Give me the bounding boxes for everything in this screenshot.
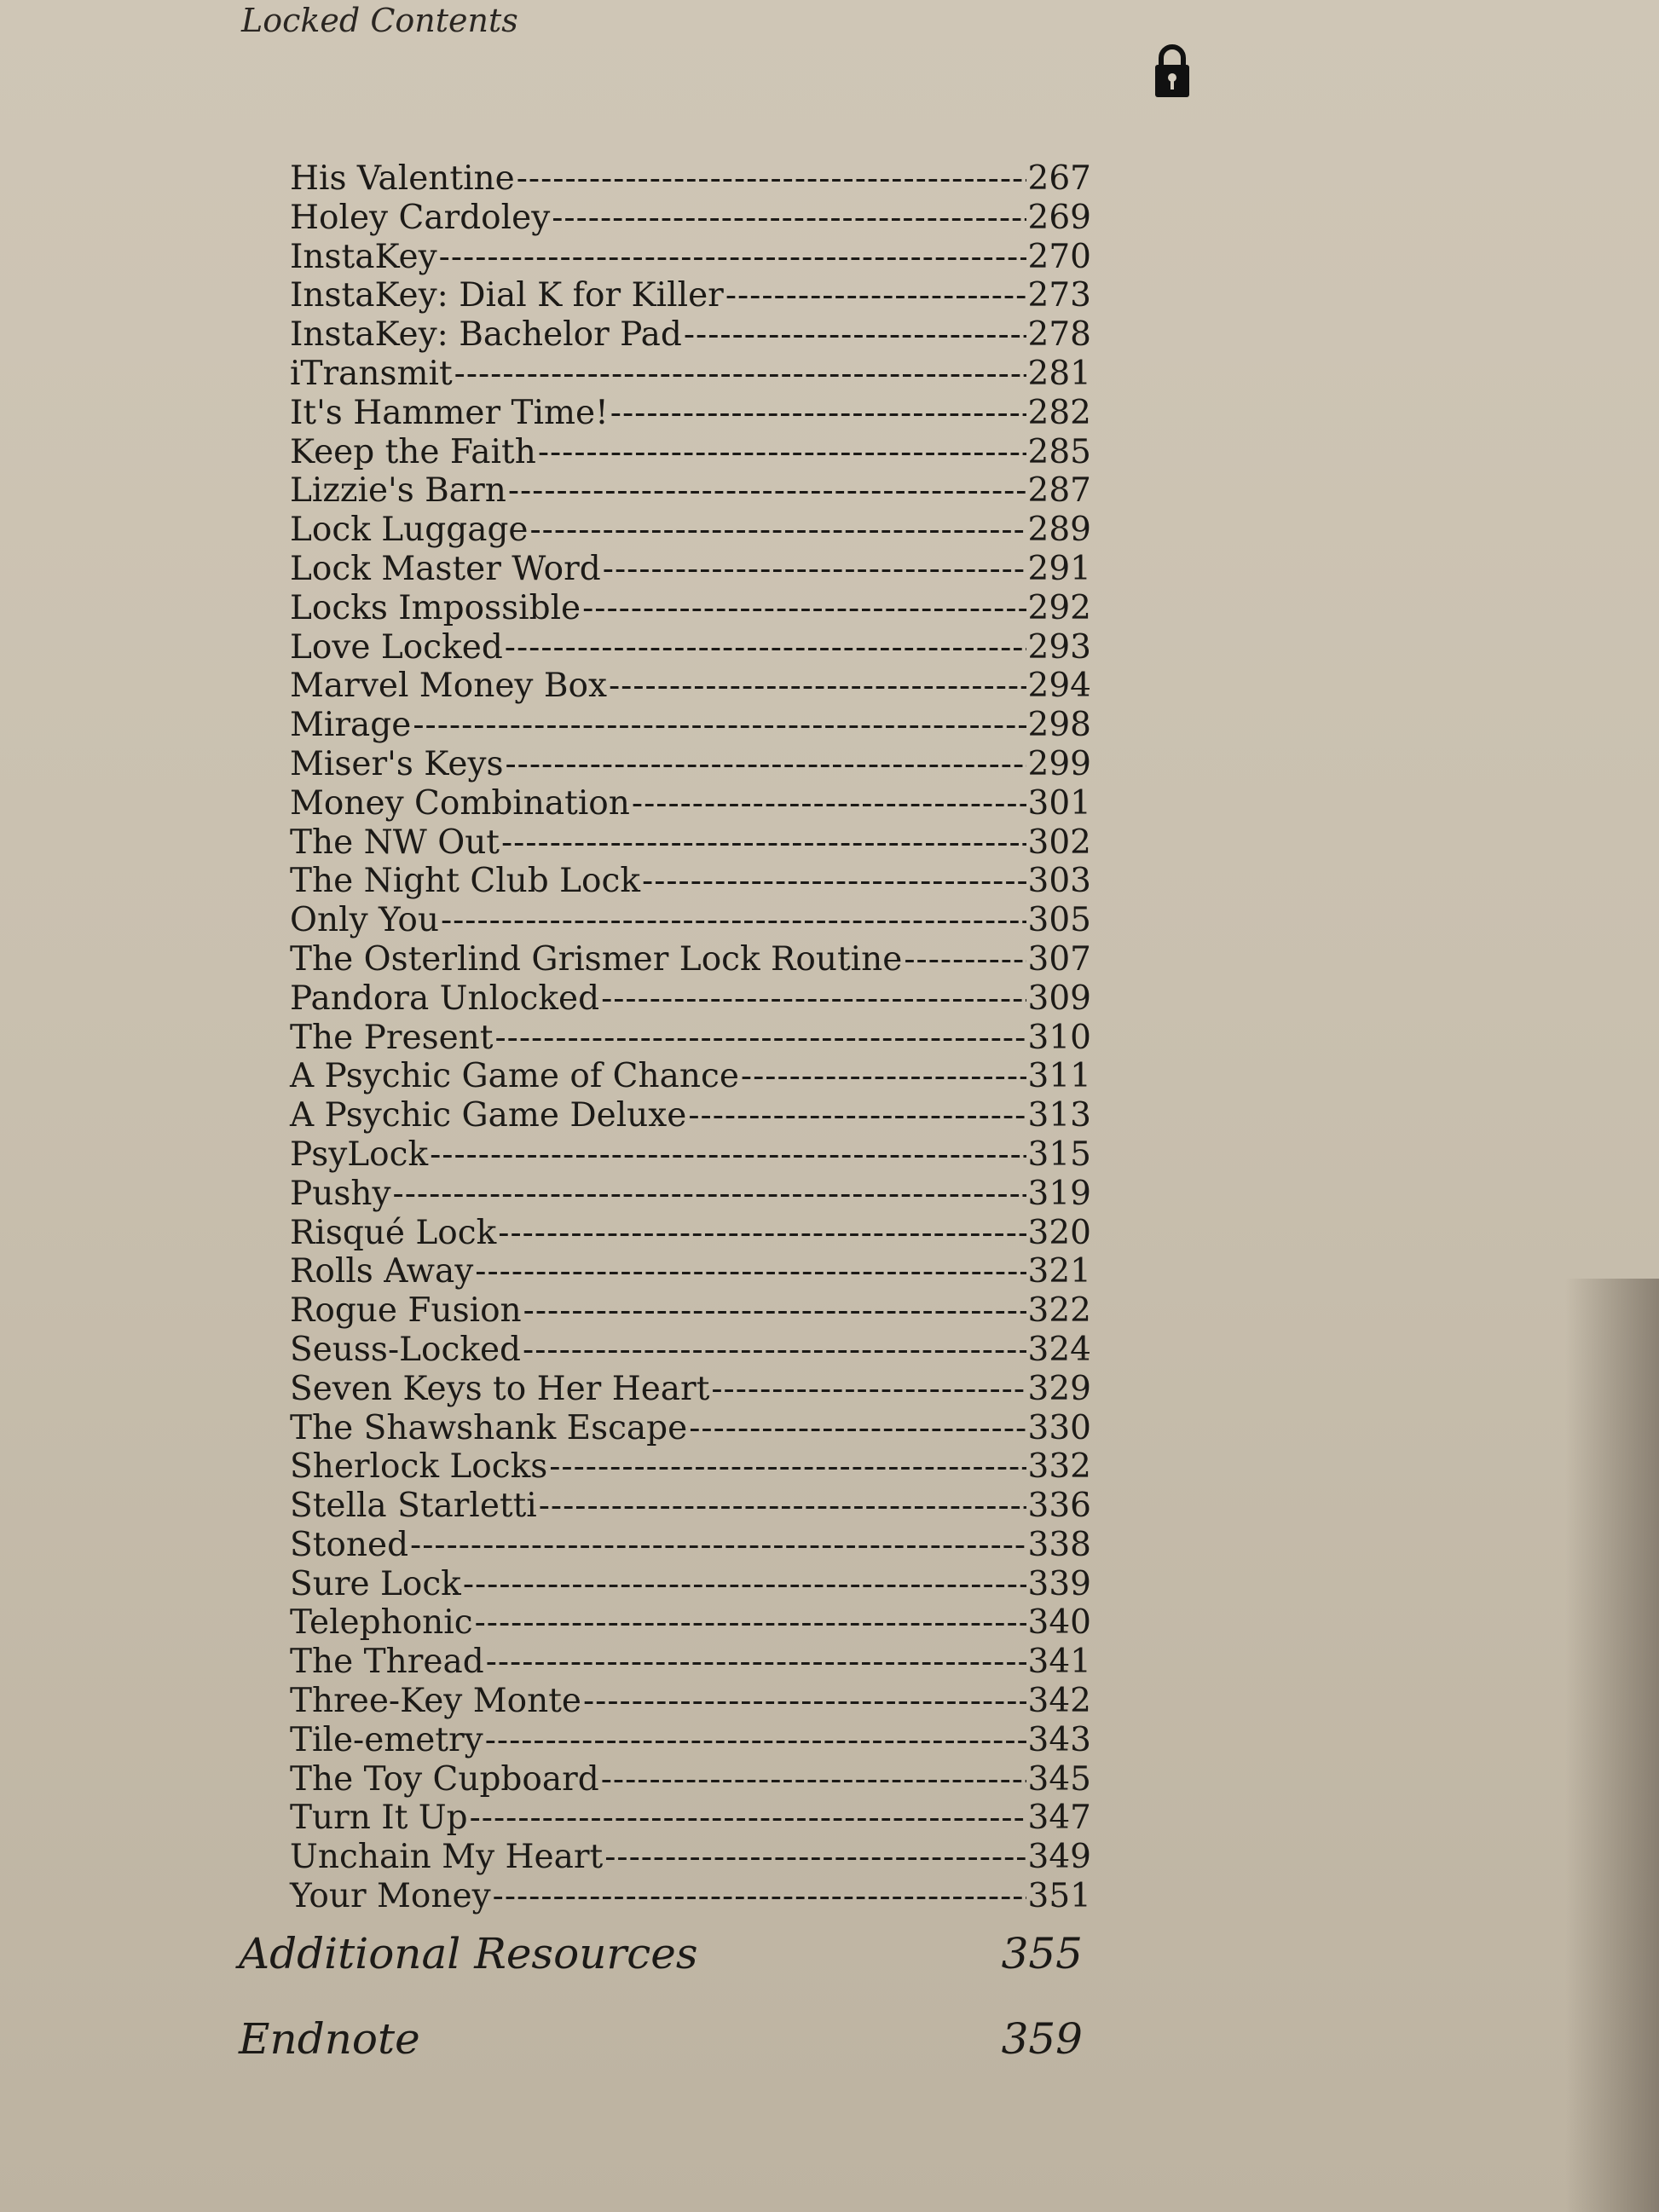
toc-entry[interactable] xyxy=(290,1682,1091,1721)
toc-entry-page-number: 287 xyxy=(1027,471,1091,511)
dot-leader xyxy=(538,433,1026,472)
toc-entry-title: Rolls Away xyxy=(290,1252,474,1291)
dot-leader xyxy=(552,199,1026,238)
section-additional-resources[interactable] xyxy=(239,1929,1083,1978)
dot-leader xyxy=(454,355,1026,394)
toc-entry-title: Three-Key Monte xyxy=(290,1682,581,1721)
toc-entry[interactable] xyxy=(290,315,1091,355)
toc-entry[interactable] xyxy=(290,1838,1091,1877)
dot-leader xyxy=(530,511,1026,550)
toc-entry[interactable] xyxy=(290,1447,1091,1487)
toc-entry-title: Mirage xyxy=(290,706,412,745)
toc-entry-page-number: 281 xyxy=(1027,354,1091,393)
toc-entry-title: Only You xyxy=(290,901,439,940)
dot-leader xyxy=(393,1175,1026,1214)
toc-entry-title: Pushy xyxy=(290,1174,391,1213)
toc-entry-title: InstaKey: Bachelor Pad xyxy=(290,315,682,355)
dot-leader xyxy=(632,784,1026,823)
toc-entry-page-number: 270 xyxy=(1027,237,1091,276)
toc-entry[interactable] xyxy=(290,1370,1091,1409)
dot-leader xyxy=(549,1447,1026,1487)
toc-entry[interactable] xyxy=(290,1252,1091,1291)
toc-entry-page-number: 269 xyxy=(1027,198,1091,237)
toc-entry[interactable] xyxy=(290,1331,1091,1370)
toc-entry-page-number: 313 xyxy=(1027,1096,1091,1135)
toc-entry[interactable] xyxy=(290,355,1091,394)
toc-entry-title: Locks Impossible xyxy=(290,588,581,627)
toc-entry-page-number: 320 xyxy=(1027,1213,1091,1252)
table-of-contents xyxy=(290,159,1091,1916)
dot-leader xyxy=(470,1799,1026,1838)
dot-leader xyxy=(498,1214,1026,1253)
toc-entry-title: Lock Master Word xyxy=(290,549,601,588)
toc-entry-page-number: 340 xyxy=(1027,1603,1091,1643)
toc-entry[interactable] xyxy=(290,823,1091,863)
toc-entry[interactable] xyxy=(290,784,1091,823)
toc-entry[interactable] xyxy=(290,979,1091,1019)
toc-entry-page-number: 310 xyxy=(1027,1018,1091,1057)
dot-leader xyxy=(582,589,1026,628)
toc-entry-title: Seven Keys to Her Heart xyxy=(290,1369,710,1408)
toc-entry[interactable] xyxy=(290,1291,1091,1331)
toc-entry-title: Lizzie's Barn xyxy=(290,471,506,511)
dot-leader xyxy=(601,1760,1026,1799)
toc-entry-page-number: 343 xyxy=(1027,1720,1091,1759)
dot-leader xyxy=(517,159,1026,199)
toc-entry-page-number: 302 xyxy=(1027,823,1091,862)
section-page-number: 359 xyxy=(1001,2014,1083,2064)
toc-entry[interactable] xyxy=(290,862,1091,901)
toc-entry-page-number: 309 xyxy=(1027,979,1091,1018)
dot-leader xyxy=(583,1682,1026,1721)
toc-entry-title: iTransmit xyxy=(290,354,453,393)
toc-entry[interactable] xyxy=(290,589,1091,628)
toc-entry-title: Keep the Faith xyxy=(290,432,536,471)
toc-entry-title: Lock Luggage xyxy=(290,511,529,550)
toc-entry-page-number: 299 xyxy=(1027,744,1091,783)
dot-leader xyxy=(642,862,1026,901)
toc-entry[interactable] xyxy=(290,1799,1091,1838)
toc-entry-page-number: 291 xyxy=(1027,549,1091,588)
toc-entry-title: Stoned xyxy=(290,1525,409,1564)
toc-entry[interactable] xyxy=(290,1487,1091,1526)
toc-entry-title: Risqué Lock xyxy=(290,1213,497,1252)
toc-entry[interactable] xyxy=(290,901,1091,940)
dot-leader xyxy=(609,667,1026,706)
toc-entry-page-number: 321 xyxy=(1027,1252,1091,1291)
toc-entry-page-number: 332 xyxy=(1027,1447,1091,1487)
toc-entry[interactable] xyxy=(290,1096,1091,1135)
toc-entry-title: InstaKey: Dial K for Killer xyxy=(290,276,724,315)
toc-entry[interactable] xyxy=(290,276,1091,315)
toc-entry[interactable] xyxy=(290,238,1091,277)
dot-leader xyxy=(505,628,1026,667)
dot-leader xyxy=(689,1409,1026,1448)
toc-entry-page-number: 341 xyxy=(1027,1643,1091,1682)
toc-entry[interactable] xyxy=(290,706,1091,745)
toc-entry-page-number: 322 xyxy=(1027,1291,1091,1331)
toc-entry-page-number: 315 xyxy=(1027,1135,1091,1174)
toc-entry-title: Your Money xyxy=(290,1877,491,1916)
toc-entry[interactable] xyxy=(290,1019,1091,1058)
dot-leader xyxy=(506,745,1026,784)
toc-entry[interactable] xyxy=(290,159,1091,199)
dot-leader xyxy=(904,940,1026,979)
toc-entry[interactable] xyxy=(290,1565,1091,1604)
toc-entry-title: Sure Lock xyxy=(290,1564,461,1603)
toc-entry-page-number: 307 xyxy=(1027,939,1091,979)
toc-entry-title: Stella Starletti xyxy=(290,1487,537,1526)
toc-entry-page-number: 347 xyxy=(1027,1799,1091,1838)
toc-entry-title: Telephonic xyxy=(290,1603,473,1643)
toc-entry-page-number: 345 xyxy=(1027,1759,1091,1799)
dot-leader xyxy=(413,706,1026,745)
toc-entry[interactable] xyxy=(290,471,1091,511)
dot-leader xyxy=(725,276,1026,315)
toc-entry-title: Unchain My Heart xyxy=(290,1838,604,1877)
toc-entry-title: Holey Cardoley xyxy=(290,198,551,237)
toc-entry-page-number: 273 xyxy=(1027,276,1091,315)
dot-leader xyxy=(711,1370,1026,1409)
dot-leader xyxy=(501,823,1026,863)
toc-entry[interactable] xyxy=(290,1409,1091,1448)
dot-leader xyxy=(463,1565,1026,1604)
toc-entry-title: The Night Club Lock xyxy=(290,862,641,901)
dot-leader xyxy=(604,1838,1026,1877)
dot-leader xyxy=(523,1331,1026,1370)
toc-entry-title: InstaKey xyxy=(290,237,437,276)
dot-leader xyxy=(494,1019,1026,1058)
toc-entry-page-number: 324 xyxy=(1027,1330,1091,1369)
toc-entry[interactable] xyxy=(290,199,1091,238)
dot-leader xyxy=(485,1721,1026,1760)
toc-entry-page-number: 330 xyxy=(1027,1408,1091,1447)
toc-entry-page-number: 336 xyxy=(1027,1487,1091,1526)
toc-entry-page-number: 298 xyxy=(1027,706,1091,745)
toc-entry-title: Tile-emetry xyxy=(290,1720,483,1759)
dot-leader xyxy=(439,238,1026,277)
running-head: Locked Contents xyxy=(241,2,518,39)
toc-entry-page-number: 289 xyxy=(1027,511,1091,550)
section-title: Additional Resources xyxy=(239,1929,698,1978)
padlock-icon xyxy=(1153,41,1192,99)
dot-leader xyxy=(523,1291,1026,1331)
toc-entry[interactable] xyxy=(290,1721,1091,1760)
section-page-number: 355 xyxy=(1001,1929,1083,1978)
section-title: Endnote xyxy=(239,2014,420,2064)
toc-entry[interactable] xyxy=(290,1057,1091,1096)
toc-entry-page-number: 292 xyxy=(1027,588,1091,627)
toc-entry-page-number: 267 xyxy=(1027,159,1091,198)
toc-entry-page-number: 305 xyxy=(1027,901,1091,940)
toc-entry[interactable] xyxy=(290,1643,1091,1682)
toc-entry-page-number: 338 xyxy=(1027,1525,1091,1564)
toc-entry-title: A Psychic Game of Chance xyxy=(290,1057,739,1096)
toc-entry-title: Marvel Money Box xyxy=(290,667,607,706)
toc-entry[interactable] xyxy=(290,433,1091,472)
toc-entry[interactable] xyxy=(290,511,1091,550)
dot-leader xyxy=(410,1526,1026,1565)
toc-entry-title: Rogue Fusion xyxy=(290,1291,522,1331)
dot-leader xyxy=(601,979,1026,1019)
dot-leader xyxy=(486,1643,1026,1682)
dot-leader xyxy=(539,1487,1026,1526)
dot-leader xyxy=(508,471,1026,511)
toc-entry-title: The NW Out xyxy=(290,823,500,862)
toc-entry-page-number: 349 xyxy=(1027,1838,1091,1877)
toc-entry-title: The Thread xyxy=(290,1643,484,1682)
toc-entry[interactable] xyxy=(290,1877,1091,1916)
toc-entry-title: It's Hammer Time! xyxy=(290,393,609,432)
toc-entry-title: His Valentine xyxy=(290,159,515,198)
toc-entry-title: The Osterlind Grismer Lock Routine xyxy=(290,939,903,979)
toc-entry[interactable] xyxy=(290,1760,1091,1799)
toc-entry-page-number: 339 xyxy=(1027,1564,1091,1603)
toc-entry-title: Pandora Unlocked xyxy=(290,979,600,1018)
dot-leader xyxy=(688,1096,1026,1135)
toc-entry-page-number: 294 xyxy=(1027,667,1091,706)
toc-entry-title: Money Combination xyxy=(290,783,630,823)
toc-entry[interactable] xyxy=(290,1603,1091,1643)
toc-entry-title: Sherlock Locks xyxy=(290,1447,548,1487)
toc-entry-title: A Psychic Game Deluxe xyxy=(290,1096,687,1135)
dot-leader xyxy=(493,1877,1026,1916)
dot-leader xyxy=(603,550,1026,589)
toc-entry-page-number: 278 xyxy=(1027,315,1091,355)
dot-leader xyxy=(475,1603,1026,1643)
section-endnote[interactable] xyxy=(239,2014,1083,2064)
toc-entry-title: The Shawshank Escape xyxy=(290,1408,688,1447)
toc-entry-page-number: 342 xyxy=(1027,1682,1091,1721)
toc-entry-title: PsyLock xyxy=(290,1135,429,1174)
toc-entry-page-number: 311 xyxy=(1027,1057,1091,1096)
toc-entry-title: The Present xyxy=(290,1018,494,1057)
toc-entry[interactable] xyxy=(290,628,1091,667)
toc-entry[interactable] xyxy=(290,745,1091,784)
toc-entry-page-number: 301 xyxy=(1027,783,1091,823)
toc-entry-page-number: 319 xyxy=(1027,1174,1091,1213)
toc-entry[interactable] xyxy=(290,1214,1091,1253)
dot-leader xyxy=(741,1057,1026,1096)
toc-entry-page-number: 329 xyxy=(1027,1369,1091,1408)
toc-entry[interactable] xyxy=(290,667,1091,706)
toc-entry[interactable] xyxy=(290,1175,1091,1214)
dot-leader xyxy=(475,1252,1026,1291)
dot-leader xyxy=(610,394,1026,433)
dot-leader xyxy=(430,1135,1026,1175)
toc-entry[interactable] xyxy=(290,1135,1091,1175)
toc-entry[interactable] xyxy=(290,550,1091,589)
toc-entry-title: Miser's Keys xyxy=(290,744,504,783)
toc-entry-page-number: 303 xyxy=(1027,862,1091,901)
toc-entry-page-number: 293 xyxy=(1027,627,1091,667)
toc-entry-title: Turn It Up xyxy=(290,1799,468,1838)
toc-entry-page-number: 282 xyxy=(1027,393,1091,432)
toc-entry-title: Love Locked xyxy=(290,627,503,667)
toc-entry-title: The Toy Cupboard xyxy=(290,1759,599,1799)
dot-leader xyxy=(441,901,1026,940)
toc-entry-page-number: 351 xyxy=(1027,1877,1091,1916)
toc-entry-page-number: 285 xyxy=(1027,432,1091,471)
toc-entry[interactable] xyxy=(290,394,1091,433)
toc-entry[interactable] xyxy=(290,940,1091,979)
dot-leader xyxy=(684,315,1026,355)
page-edge-shadow xyxy=(1565,1279,1659,2212)
toc-entry[interactable] xyxy=(290,1526,1091,1565)
toc-entry-title: Seuss-Locked xyxy=(290,1330,522,1369)
